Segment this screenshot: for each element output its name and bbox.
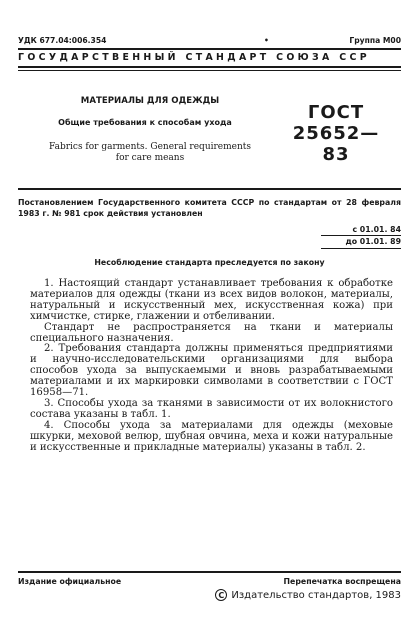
- english-title-line-2: for care means: [115, 152, 185, 163]
- udk-code: УДК 677.04:006.354: [18, 36, 107, 45]
- paragraph-4: 4. Способы ухода за материалами для одежды (меховые шкурки, меховой велюр, шубная овчина, меха и кожи натуральные и искусственные и прикладные материалы) указаны в табл. 2.: [30, 419, 393, 453]
- section-rule: [18, 188, 401, 190]
- effective-to: до 01.01. 89: [345, 237, 401, 246]
- gost-number: 25652—83: [292, 123, 380, 165]
- decree-text: Постановлением Государственного комитета СССР по стандартам от 28 февраля 1983 г. № 981 срок действия установлен: [18, 198, 401, 218]
- paragraph-1: 1. Настоящий стандарт устанавливает требования к обработке материалов для одежды (ткани из всех видов волокон, материалы, натуральный и искусственный мех, искусственная кожа) при химчистке, стирке, глажении и отбеливании.: [30, 278, 393, 322]
- header-rule-1: [18, 66, 401, 68]
- document-body: [30, 279, 393, 454]
- effective-from: с 01.01. 84: [352, 225, 401, 234]
- date-rule-2: [321, 248, 401, 249]
- gost-label: ГОСТ: [307, 102, 365, 123]
- group-code: Группа М00: [349, 36, 401, 45]
- copyright-line: [215, 589, 401, 601]
- paragraph-1b: Стандарт не распространяется на ткани и материалы специального назначения.: [30, 321, 393, 344]
- english-title: [40, 142, 260, 163]
- header-row: [18, 36, 401, 48]
- paragraph-3: 3. Способы ухода за тканями в зависимости от их волокнистого состава указаны в табл. 1.: [30, 397, 393, 420]
- date-rule-1: [321, 235, 401, 236]
- reprint-prohibited-label: Перепечатка воспрещена: [283, 577, 401, 586]
- header-rule-2: [18, 70, 401, 71]
- footer-rule: [18, 571, 401, 573]
- copyright-icon: C: [215, 589, 227, 601]
- document-subtitle: Общие требования к способам ухода: [58, 118, 232, 127]
- state-standard-line: ГОСУДАРСТВЕННЫЙ СТАНДАРТ СОЮЗА ССР: [18, 52, 370, 63]
- top-rule: [18, 48, 401, 50]
- publisher-name: Издательство стандартов, 1983: [231, 589, 401, 601]
- bullet-marker: •: [264, 36, 269, 45]
- paragraph-2: 2. Требования стандарта должны применяться предприятиями и научно-исследовательскими организациями для выбора способов ухода за выпускаемыми и вновь разрабатываемыми материалами и их маркировки символами в соответствии с ГОСТ 16958—71.: [30, 343, 393, 399]
- legal-notice: Несоблюдение стандарта преследуется по закону: [94, 258, 325, 267]
- document-title: МАТЕРИАЛЫ ДЛЯ ОДЕЖДЫ: [80, 96, 220, 106]
- english-title-line-1: Fabrics for garments. General requirements: [48, 142, 252, 152]
- official-edition-label: Издание официальное: [18, 577, 122, 586]
